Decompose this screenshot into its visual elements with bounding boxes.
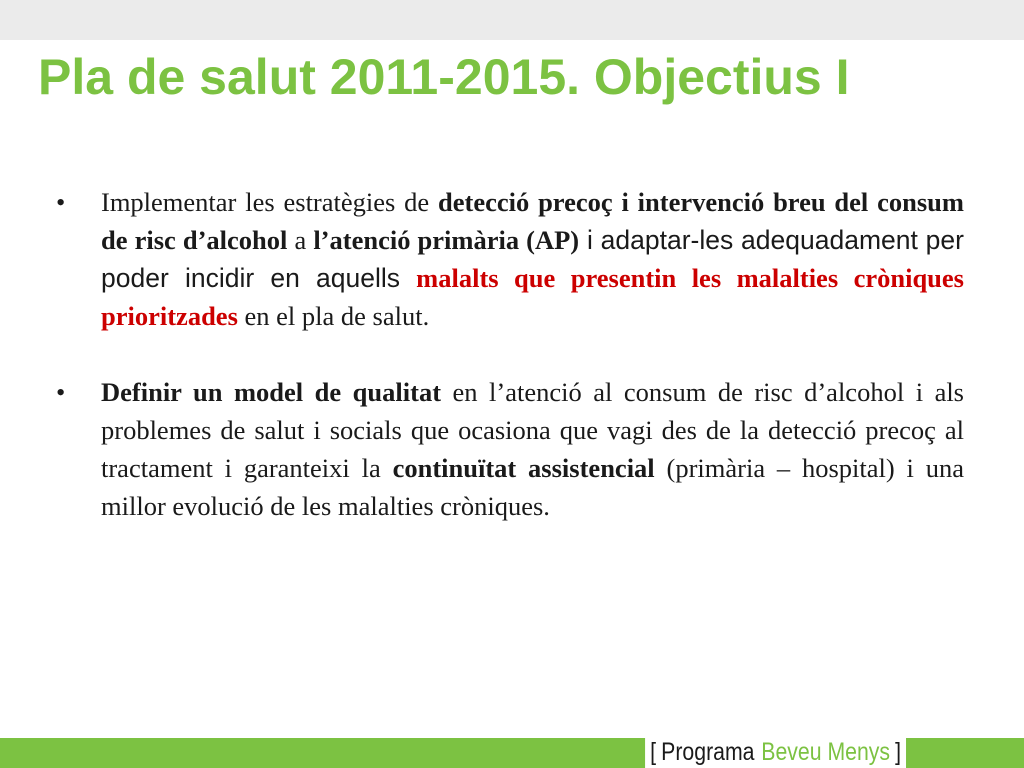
bullet-1-text: i adaptar-les adequadament per poder incidir en aquells	[101, 225, 964, 293]
bullet-2-text: (primària – hospital) i una millor evolució de les malalties cròniques.	[101, 453, 965, 521]
bullet-icon: •	[56, 377, 66, 407]
logo-open-bracket: [	[650, 738, 656, 766]
bullet-icon: •	[56, 187, 66, 217]
logo-close-bracket: ]	[894, 738, 901, 766]
bullet-2-text: en l’atenció al consum de risc d’alcohol i als problemes de salut i socials que ocasiona que vagi des de la detecció precoç al tractament i garanteixi la	[101, 377, 964, 483]
logo-word-beveu-menys: Beveu Menys	[761, 738, 890, 766]
slide-content	[56, 183, 964, 525]
bullet-1-bold-primary-care: l’atenció primària (AP)	[313, 225, 580, 255]
bullet-1-text: Implementar les estratègies de	[101, 187, 439, 217]
bullet-1-bold-detection: detecció precoç i intervenció breu del consum de risc d’alcohol	[101, 187, 964, 255]
bullet-1-text: a	[287, 225, 314, 255]
top-band	[0, 0, 1024, 40]
slide-title: Pla de salut 2011-2015. Objectius I	[38, 49, 850, 105]
bullet-item-1	[56, 183, 964, 335]
bullet-2-bold-model: Definir un model de qualitat	[101, 377, 442, 407]
bullet-1-highlight: malalts que presentin les malalties cròniques prioritzades	[101, 263, 964, 331]
bullet-2-bold-continuity: continuïtat assistencial	[392, 453, 655, 483]
bullet-item-2	[56, 373, 964, 525]
bullet-1-text: en el pla de salut.	[237, 301, 430, 331]
logo-word-programa: Programa	[661, 738, 755, 766]
program-logo	[645, 736, 906, 768]
